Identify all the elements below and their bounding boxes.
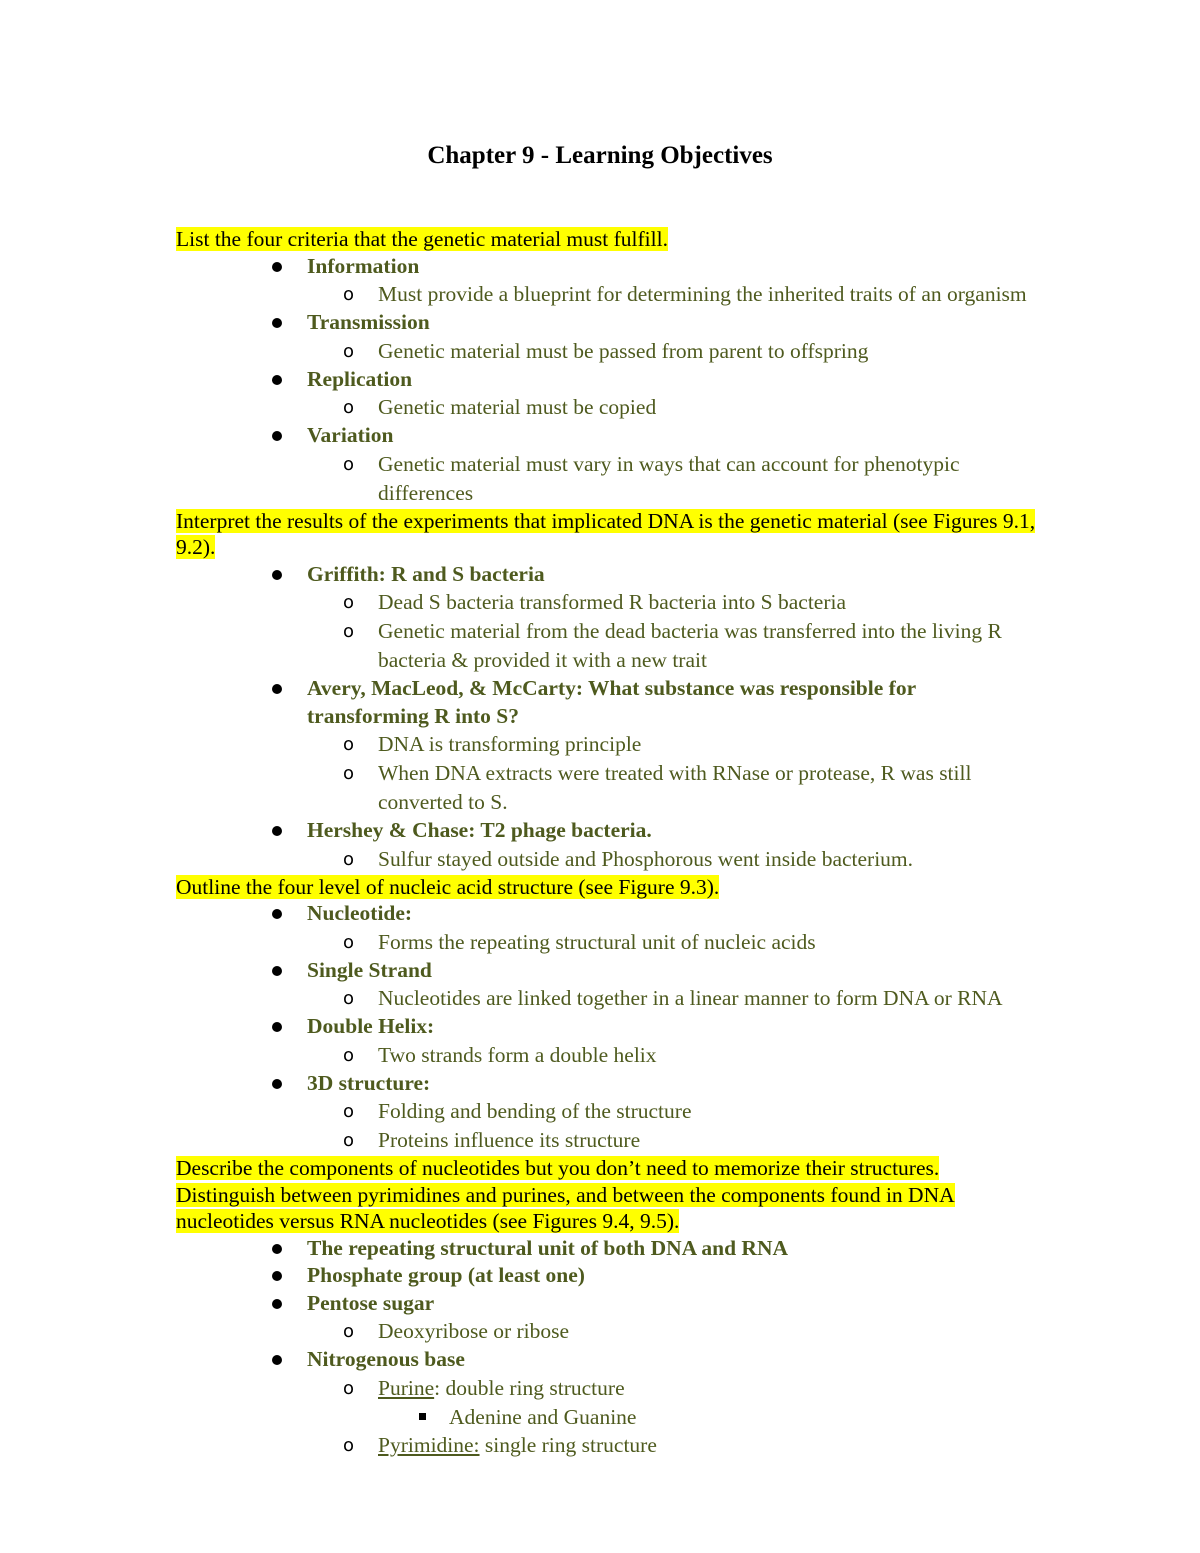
sub-item-text: Proteins influence its structure: [378, 1128, 641, 1152]
objective-2-list: [176, 561, 1036, 874]
circle-bullet-icon: o: [343, 1044, 355, 1066]
sub-item: [343, 337, 1036, 366]
bullet-icon: [272, 570, 282, 580]
sub-item-text: Genetic material must be passed from parent to offspring: [378, 338, 869, 363]
sub-item: [343, 984, 1036, 1013]
document-body: [176, 226, 1036, 1460]
bullet-icon: [272, 318, 282, 328]
sub-item: [343, 928, 1036, 957]
pyrimidine-term: Pyrimidine:: [378, 1432, 480, 1457]
bullet-icon: [272, 1244, 282, 1254]
item-label: Double Helix:: [307, 1014, 435, 1038]
list-item: [307, 1346, 1036, 1460]
sub-item-pyrimidine: [343, 1431, 1036, 1460]
item-label: Griffith: R and S bacteria: [307, 561, 545, 586]
bullet-icon: [272, 1355, 282, 1365]
bullet-icon: [272, 1271, 282, 1281]
objective-1: [176, 226, 1036, 253]
objective-1-text: List the four criteria that the genetic material must fulfill.: [176, 227, 668, 251]
circle-bullet-icon: o: [343, 397, 355, 418]
circle-bullet-icon: o: [343, 931, 355, 953]
circle-bullet-icon: o: [343, 621, 355, 642]
sub-item-text: Must provide a blueprint for determining the inherited traits of an organism: [378, 282, 1027, 306]
sub-item: [343, 393, 1036, 422]
circle-bullet-icon: o: [343, 340, 355, 362]
item-label: Nitrogenous base: [307, 1347, 465, 1371]
circle-bullet-icon: o: [343, 988, 355, 1009]
pyrimidine-description: single ring structure: [479, 1432, 657, 1457]
objective-1-list: [176, 253, 1036, 508]
objective-4-text: Describe the components of nucleotides but you don’t need to memorize their structures. Distinguish between pyrimidines and purines, and between the components found in DNA nucleotides versus RNA nucleotides (see Figures 9.4, 9.5).: [176, 1156, 955, 1233]
item-label: The repeating structural unit of both DNA and RNA: [307, 1235, 788, 1260]
sub-item: [343, 1126, 1036, 1155]
circle-bullet-icon: o: [343, 592, 355, 613]
sub-item: [343, 588, 1036, 617]
circle-bullet-icon: o: [343, 453, 355, 475]
sub-item-text: DNA is transforming principle: [378, 732, 642, 756]
objective-4: [176, 1155, 1036, 1235]
sub-item-text: Nucleotides are linked together in a linear manner to form DNA or RNA: [378, 986, 1003, 1010]
list-item: [307, 422, 1036, 508]
sub-item-text: Two strands form a double helix: [378, 1042, 657, 1067]
purine-term: Purine: [378, 1375, 435, 1400]
sub-item-text: Sulfur stayed outside and Phosphorous went inside bacterium.: [378, 846, 914, 871]
sub-item: [343, 759, 1036, 817]
item-label: 3D structure:: [307, 1070, 431, 1095]
list-item: [307, 309, 1036, 366]
bullet-icon: [272, 826, 282, 836]
list-item: [307, 1262, 1036, 1290]
bullet-icon: [272, 909, 282, 919]
item-label: Pentose sugar: [307, 1290, 435, 1315]
circle-bullet-icon: o: [343, 1321, 355, 1342]
list-item: [307, 900, 1036, 957]
sub-item: [343, 1041, 1036, 1070]
list-item: [307, 675, 1036, 817]
purine-example: Adenine and Guanine: [449, 1404, 637, 1429]
sub-item: [343, 280, 1036, 309]
circle-bullet-icon: o: [343, 1377, 355, 1399]
list-item: [307, 817, 1036, 874]
sub-item-text: Genetic material must vary in ways that can account for phenotypic differences: [378, 451, 960, 505]
sub-item-text: Genetic material must be copied: [378, 395, 657, 419]
sub-item-text: Folding and bending of the structure: [378, 1099, 692, 1123]
objective-3: [176, 874, 1036, 901]
document-title: Chapter 9 - Learning Objectives: [427, 142, 773, 169]
objective-2: [176, 508, 1036, 561]
list-item: [307, 366, 1036, 423]
sub-item: [343, 1097, 1036, 1126]
item-label: Replication: [307, 366, 413, 391]
sub-item: [343, 845, 1036, 874]
bullet-icon: [272, 431, 282, 441]
sub-item-text: When DNA extracts were treated with RNase or protease, R was still converted to S.: [378, 761, 972, 814]
list-item: [307, 957, 1036, 1014]
item-label: Hershey & Chase: T2 phage bacteria.: [307, 818, 652, 842]
item-label: Transmission: [307, 310, 430, 334]
square-bullet-icon: [419, 1413, 426, 1420]
item-label: Information: [307, 253, 420, 278]
bullet-icon: [272, 375, 282, 385]
sub-item-text: Genetic material from the dead bacteria was transferred into the living R bacteria & provided it with a new trait: [378, 619, 1002, 672]
list-item: [307, 561, 1036, 676]
sub-item-text: Deoxyribose or ribose: [378, 1319, 570, 1343]
circle-bullet-icon: o: [343, 1434, 355, 1456]
sub-sub-item: [449, 1403, 1036, 1431]
list-item: [307, 1235, 1036, 1263]
circle-bullet-icon: o: [343, 763, 355, 784]
list-item: [307, 1013, 1036, 1070]
bullet-icon: [272, 262, 282, 272]
item-label: Single Strand: [307, 957, 432, 982]
sub-item-text: Forms the repeating structural unit of nucleic acids: [378, 929, 816, 954]
circle-bullet-icon: o: [343, 848, 355, 870]
sub-item: [343, 617, 1036, 675]
list-item: [307, 1290, 1036, 1347]
bullet-icon: [272, 684, 282, 694]
item-label: Nucleotide:: [307, 901, 413, 925]
circle-bullet-icon: o: [343, 284, 355, 305]
item-label: Variation: [307, 423, 394, 447]
sub-item-text: Dead S bacteria transformed R bacteria into S bacteria: [378, 590, 847, 614]
objective-3-list: [176, 900, 1036, 1155]
sub-item: [343, 450, 1036, 508]
purine-description: : double ring structure: [434, 1375, 625, 1400]
objective-3-text: Outline the four level of nucleic acid structure (see Figure 9.3).: [176, 874, 720, 899]
bullet-icon: [272, 1079, 282, 1089]
item-label: Avery, MacLeod, & McCarty: What substance was responsible for transforming R into S?: [307, 676, 916, 728]
objective-4-list: [176, 1235, 1036, 1460]
sub-item-purine: [343, 1374, 1036, 1431]
objective-2-text: Interpret the results of the experiments that implicated DNA is the genetic material (see Figures 9.1, 9.2).: [176, 508, 1036, 559]
item-label: Phosphate group (at least one): [307, 1263, 585, 1287]
bullet-icon: [272, 1022, 282, 1032]
list-item: [307, 253, 1036, 310]
circle-bullet-icon: o: [343, 1101, 355, 1122]
bullet-icon: [272, 966, 282, 976]
sub-item: [343, 730, 1036, 759]
circle-bullet-icon: o: [343, 1130, 355, 1151]
bullet-icon: [272, 1299, 282, 1309]
circle-bullet-icon: o: [343, 734, 355, 755]
list-item: [307, 1070, 1036, 1156]
sub-item: [343, 1317, 1036, 1346]
